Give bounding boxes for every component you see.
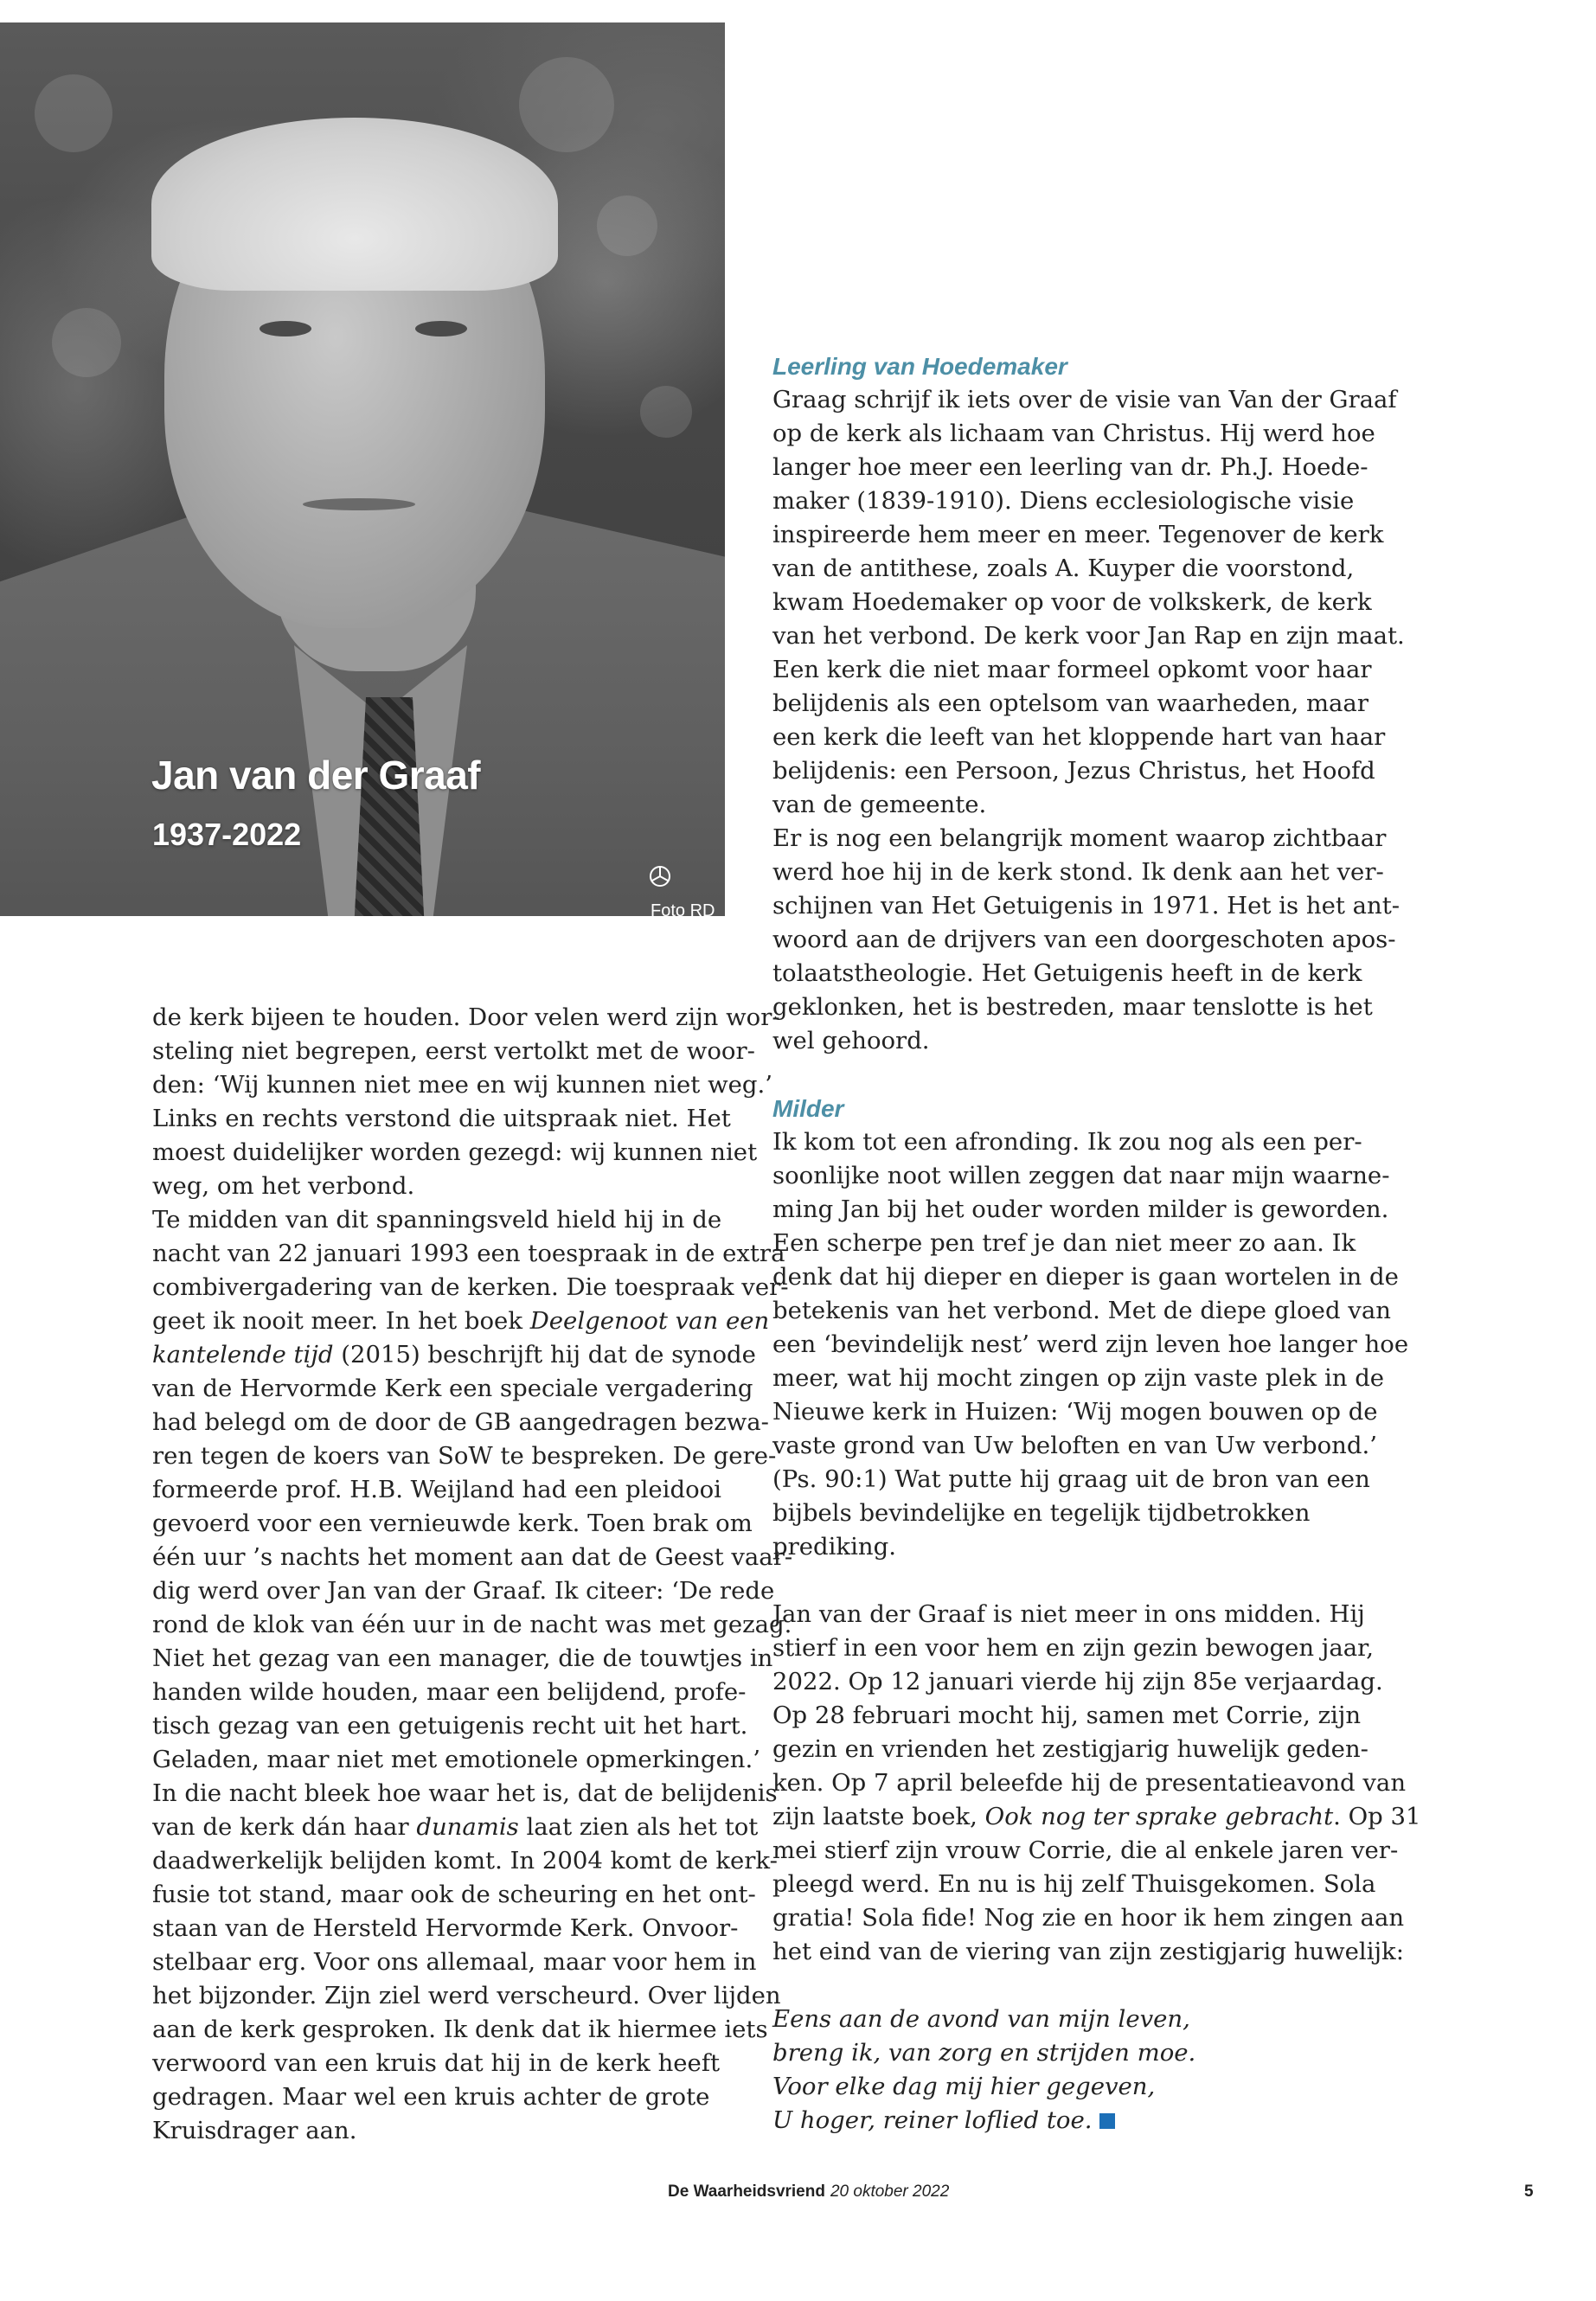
text-line: Jan van der Graaf is niet meer in ons midden. Hij	[772, 1600, 1365, 1628]
publication-name: De Waarheidsvriend	[668, 2182, 825, 2201]
text-line: weg, om het verbond.	[152, 1172, 415, 1200]
text-line: mei stierf zijn vrouw Corrie, die al enkele jaren ver-	[772, 1836, 1399, 1864]
text-line: moest duidelijker worden gezegd: wij kunnen niet	[152, 1138, 758, 1166]
text-line: een ‘bevindelijk nest’ werd zijn leven hoe langer hoe	[772, 1330, 1409, 1358]
text-line: wel gehoord.	[772, 1027, 930, 1054]
text-line	[152, 1304, 792, 1338]
text-line: pleegd werd. En nu is hij zelf Thuisgekomen. Sola	[772, 1870, 1376, 1898]
text-line: gevoerd voor een vernieuwde kerk. Toen brak om	[152, 1509, 753, 1537]
text-line: werd hoe hij in de kerk stond. Ik denk aan het ver-	[772, 858, 1384, 886]
text-line: Een scherpe pen tref je dan niet meer zo aan. Ik	[772, 1229, 1356, 1257]
text-line: geklonken, het is bestreden, maar tenslotte is het	[772, 993, 1373, 1021]
text-line: langer hoe meer een leerling van dr. Ph.J. Hoede-	[772, 453, 1368, 481]
text-line: tolaatstheologie. Het Getuigenis heeft in de kerk	[772, 959, 1362, 987]
text-line	[152, 1811, 792, 1844]
text-line: prediking.	[772, 1533, 896, 1561]
text-line: het bijzonder. Zijn ziel werd verscheurd. Over lijden	[152, 1982, 781, 2009]
text-line: daadwerkelijk belijden komt. In 2004 komt de kerk-	[152, 1847, 778, 1875]
text-run: van de kerk dán haar	[152, 1813, 417, 1841]
text-line: op de kerk als lichaam van Christus. Hij werd hoe	[772, 420, 1375, 447]
section-heading: Milder	[772, 1095, 844, 1122]
text-line: In die nacht bleek hoe waar het is, dat de belijdenis	[152, 1779, 778, 1807]
book-title: Deelgenoot van een	[529, 1307, 770, 1335]
text-line: formeerde prof. H.B. Weijland had een pleidooi	[152, 1476, 721, 1503]
text-line: ken. Op 7 april beleefde hij de presentatieavond van	[772, 1769, 1407, 1797]
text-line: dig werd over Jan van der Graaf. Ik citeer: ‘De rede	[152, 1577, 775, 1605]
page-footer	[668, 2182, 949, 2202]
text-line: gezin en vrienden het zestigjarig huwelijk geden-	[772, 1735, 1368, 1763]
text-line: steling niet begrepen, eerst vertolkt met de woor-	[152, 1037, 755, 1065]
background-foliage	[52, 308, 121, 377]
poem-text: U hoger, reiner loflied toe.	[772, 2106, 1093, 2134]
text-line: Graag schrijf ik iets over de visie van Van der Graaf	[772, 386, 1397, 413]
subject-years: 1937-2022	[152, 817, 302, 852]
text-line: Op 28 februari mocht hij, samen met Corrie, zijn	[772, 1702, 1362, 1729]
emphasis: dunamis	[416, 1813, 519, 1841]
text-line: Te midden van dit spanningsveld hield hij in de	[152, 1206, 722, 1234]
text-line: Niet het gezag van een manager, die de touwtjes in	[152, 1644, 773, 1672]
paragraph-spacer	[772, 1969, 1421, 2003]
portrait-mouth	[303, 498, 415, 510]
text-line: belijdenis: een Persoon, Jezus Christus, het Hoofd	[772, 757, 1375, 785]
text-line: Geladen, maar niet met emotionele opmerkingen.’	[152, 1746, 760, 1773]
text-line: gedragen. Maar wel een kruis achter de grote	[152, 2083, 710, 2111]
right-column	[772, 349, 1421, 2138]
page-number: 5	[1524, 2182, 1534, 2201]
end-of-article-mark	[1099, 2113, 1115, 2129]
portrait-hair	[151, 118, 558, 291]
text-line: inspireerde hem meer en meer. Tegenover de kerk	[772, 521, 1384, 548]
poem-text: Eens aan de avond van mijn leven,	[772, 2005, 1190, 2033]
text-line: betekenis van het verbond. Met de diepe gloed van	[772, 1297, 1391, 1324]
photo-credit: Foto RD	[651, 901, 715, 916]
text-line: Kruisdrager aan.	[152, 2117, 357, 2144]
poem-line	[772, 2036, 1421, 2070]
text-line: tisch gezag van een getuigenis recht uit het hart.	[152, 1712, 748, 1740]
text-line: schijnen van Het Getuigenis in 1971. Het is het ant-	[772, 892, 1401, 920]
text-line: gratia! Sola fide! Nog zie en hoor ik hem zingen aan	[772, 1904, 1405, 1932]
background-foliage	[597, 195, 657, 256]
text-line: het eind van de viering van zijn zestigjarig huwelijk:	[772, 1938, 1404, 1965]
text-line: Er is nog een belangrijk moment waarop zichtbaar	[772, 824, 1387, 852]
background-foliage	[519, 57, 614, 152]
text-line: aan de kerk gesproken. Ik denk dat ik hiermee iets	[152, 2016, 768, 2043]
camera-logo-icon	[647, 863, 673, 889]
publication-date: 20 oktober 2022	[830, 2182, 950, 2201]
text-line: ming Jan bij het ouder worden milder is geworden.	[772, 1195, 1389, 1223]
text-run: . Op 31	[1333, 1803, 1421, 1830]
text-line: staan van de Hersteld Hervormde Kerk. Onvoor-	[152, 1914, 739, 1942]
text-line	[152, 1338, 792, 1372]
poem-line	[772, 2104, 1421, 2138]
text-run: laat zien als het tot	[518, 1813, 759, 1841]
book-title: Ook nog ter sprake gebracht	[984, 1803, 1334, 1830]
text-line: rond de klok van één uur in de nacht was met gezag.	[152, 1611, 792, 1638]
text-line: den: ‘Wij kunnen niet mee en wij kunnen niet weg.’	[152, 1071, 772, 1099]
text-line: een kerk die leeft van het kloppende hart van haar	[772, 723, 1386, 751]
book-title: kantelende tijd	[152, 1341, 334, 1368]
text-run: zijn laatste boek,	[772, 1803, 985, 1830]
text-line: 2022. Op 12 januari vierde hij zijn 85e verjaardag.	[772, 1668, 1383, 1695]
text-line: kwam Hoedemaker op voor de volkskerk, de kerk	[772, 588, 1372, 616]
background-foliage	[640, 386, 692, 438]
background-foliage	[35, 74, 112, 152]
text-line: meer, wat hij mocht zingen op zijn vaste plek in de	[772, 1364, 1385, 1392]
paragraph-spacer	[772, 1564, 1421, 1598]
text-line: stierf in een voor hem en zijn gezin bewogen jaar,	[772, 1634, 1374, 1662]
text-line: van de antithese, zoals A. Kuyper die voorstond,	[772, 554, 1355, 582]
poem-line	[772, 2070, 1421, 2104]
poem-text: breng ik, van zorg en strijden moe.	[772, 2039, 1196, 2067]
text-line: belijdenis als een optelsom van waarheden, maar	[772, 689, 1368, 717]
text-line: verwoord van een kruis dat hij in de kerk heeft	[152, 2049, 721, 2077]
portrait-eye	[260, 321, 311, 336]
text-line	[772, 1800, 1421, 1834]
portrait-eye	[415, 321, 467, 336]
text-line: één uur ’s nachts het moment aan dat de Geest vaar-	[152, 1543, 793, 1571]
portrait-photo	[0, 22, 725, 916]
text-line: denk dat hij dieper en dieper is gaan wortelen in de	[772, 1263, 1399, 1291]
text-line: woord aan de drijvers van een doorgeschoten apos-	[772, 926, 1396, 953]
text-line: vaste grond van Uw beloften en van Uw verbond.’	[772, 1432, 1377, 1459]
text-line: maker (1839-1910). Diens ecclesiologische visie	[772, 487, 1355, 515]
text-run: (2015) beschrijft hij dat de synode	[333, 1341, 756, 1368]
text-line: (Ps. 90:1) Wat putte hij graag uit de bron van een	[772, 1465, 1370, 1493]
text-line: soonlijke noot willen zeggen dat naar mijn waarne-	[772, 1162, 1390, 1189]
poem-line	[772, 2003, 1421, 2036]
text-line: had belegd om de door de GB aangedragen bezwa-	[152, 1408, 769, 1436]
text-line: stelbaar erg. Voor ons allemaal, maar voor hem in	[152, 1948, 757, 1976]
text-line: nacht van 22 januari 1993 een toespraak in de extra	[152, 1240, 785, 1267]
section-heading: Leerling van Hoedemaker	[772, 353, 1067, 380]
text-line: Nieuwe kerk in Huizen: ‘Wij mogen bouwen op de	[772, 1398, 1378, 1426]
subject-name: Jan van der Graaf	[151, 753, 481, 798]
poem-text: Voor elke dag mij hier gegeven,	[772, 2073, 1156, 2100]
text-line: de kerk bijeen te houden. Door velen werd zijn wor-	[152, 1003, 780, 1031]
text-line: Ik kom tot een afronding. Ik zou nog als een per-	[772, 1128, 1362, 1156]
text-line: handen wilde houden, maar een belijdend, profe-	[152, 1678, 747, 1706]
text-line: ren tegen de koers van SoW te bespreken. De gere-	[152, 1442, 777, 1470]
text-line: combivergadering van de kerken. Die toespraak ver-	[152, 1273, 789, 1301]
left-column	[152, 1001, 792, 2148]
text-line: Links en rechts verstond die uitspraak niet. Het	[152, 1105, 731, 1132]
text-line: bijbels bevindelijke en tegelijk tijdbetrokken	[772, 1499, 1311, 1527]
text-line: van de Hervormde Kerk een speciale vergadering	[152, 1375, 753, 1402]
text-run: geet ik nooit meer. In het boek	[152, 1307, 530, 1335]
text-line: van het verbond. De kerk voor Jan Rap en zijn maat.	[772, 622, 1405, 650]
text-line: Een kerk die niet maar formeel opkomt voor haar	[772, 656, 1372, 683]
text-line: van de gemeente.	[772, 791, 987, 818]
text-line: fusie tot stand, maar ook de scheuring en het ont-	[152, 1881, 756, 1908]
paragraph-spacer	[772, 1058, 1421, 1092]
